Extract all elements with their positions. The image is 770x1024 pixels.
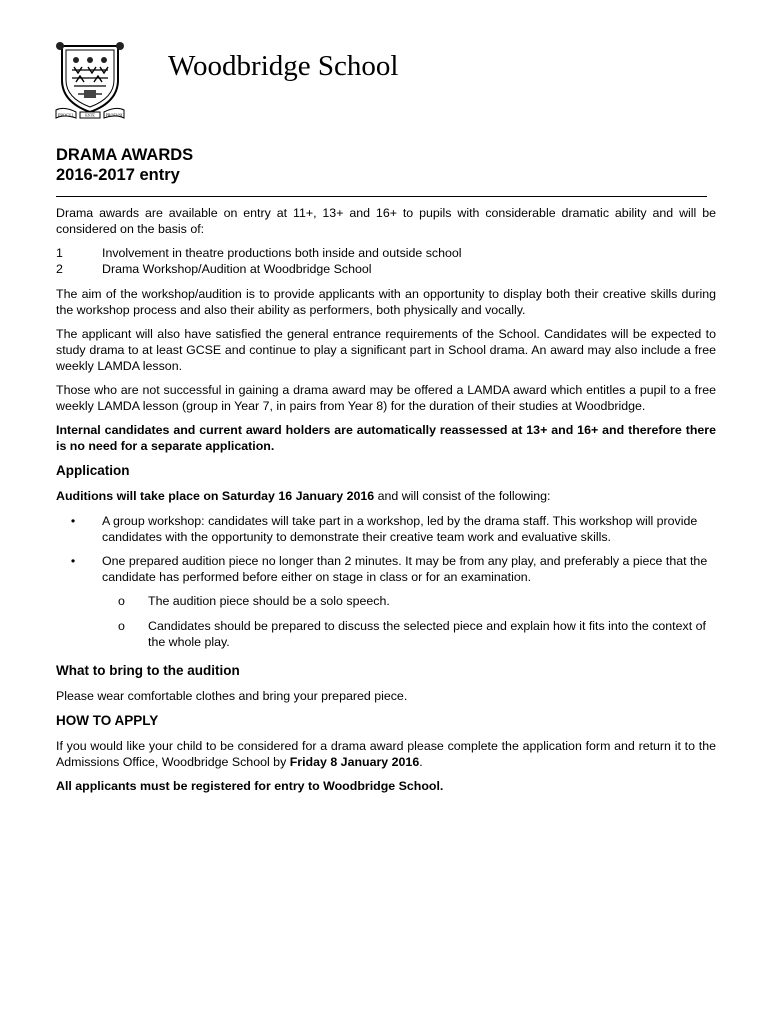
sub-bullet-icon: o: [118, 619, 125, 633]
school-name: Woodbridge School: [168, 50, 399, 82]
list-item: [56, 245, 716, 261]
intro-paragraph: Drama awards are available on entry at 11+, 13+ and 16+ to pupils with considerable dramatic ability and will be considered on the basis of:: [56, 206, 716, 236]
svg-text:PROCUL: PROCUL: [58, 112, 74, 118]
list-item: [56, 513, 716, 545]
application-heading: Application: [56, 463, 130, 478]
document-body: [56, 205, 716, 802]
list-item: [56, 261, 716, 277]
sub-bullet-icon: o: [118, 594, 125, 608]
audition-piece-sublist: [56, 593, 716, 650]
internal-candidates-note: Internal candidates and current award holders are automatically reassessed at 13+ and 16+ and therefore there is no need for a separate application.: [56, 423, 716, 453]
list-text: One prepared audition piece no longer than 2 minutes. It may be from any play, and preferably a piece that the candidate has performed before either on stage in class or for an examination.: [102, 554, 708, 584]
list-item: [56, 618, 716, 650]
list-text: Drama Workshop/Audition at Woodbridge School: [102, 262, 372, 276]
list-item: [56, 553, 716, 585]
auditions-date: Auditions will take place on Saturday 16 January 2016: [56, 489, 375, 503]
apply-text: If you would like your child to be considered for a drama award please complete the application form and return it to the Admissions Office, Woodbridge School by: [56, 739, 716, 769]
bullet-icon: •: [70, 554, 76, 568]
bring-heading: What to bring to the audition: [56, 663, 240, 678]
svg-text:PROFANI: PROFANI: [105, 112, 123, 118]
audition-components-list: [56, 513, 716, 585]
list-text: A group workshop: candidates will take part in a workshop, led by the drama staff. This workshop will provide candidates with the opportunity to demonstrate their creative team work and evaluative skills.: [102, 514, 698, 544]
bullet-icon: •: [70, 514, 76, 528]
school-crest-icon: [54, 40, 126, 120]
apply-paragraph: [56, 738, 716, 770]
title-divider: [56, 196, 707, 197]
page-title: DRAMA AWARDS: [56, 146, 194, 164]
apply-text-end: .: [419, 755, 423, 769]
list-text: The audition piece should be a solo speech.: [148, 594, 390, 608]
auditions-paragraph: [56, 488, 716, 504]
how-to-apply-heading: HOW TO APPLY: [56, 713, 159, 728]
auditions-rest: and will consist of the following:: [374, 489, 551, 503]
registration-note: All applicants must be registered for entry to Woodbridge School.: [56, 779, 444, 793]
list-text: Involvement in theatre productions both inside and outside school: [102, 246, 462, 260]
apply-deadline: Friday 8 January 2016: [289, 755, 420, 769]
entrance-paragraph: The applicant will also have satisfied the general entrance requirements of the School. Candidates will be expected to study drama to at least GCSE and continue to play a significant part in School drama. An award may also include a free weekly LAMDA lesson.: [56, 327, 716, 373]
page-subtitle: 2016-2017 entry: [56, 166, 180, 184]
list-number: 1: [56, 246, 63, 260]
svg-text:ESTE: ESTE: [85, 112, 95, 118]
basis-list: [56, 245, 716, 277]
list-number: 2: [56, 262, 63, 276]
aim-paragraph: The aim of the workshop/audition is to provide applicants with an opportunity to display both their creative skills during the workshop process and also their ability as performers, both physically and vocally.: [56, 287, 716, 317]
lamda-paragraph: Those who are not successful in gaining a drama award may be offered a LAMDA award which entitles a pupil to a free weekly LAMDA lesson (group in Year 7, in pairs from Year 8) for the duration of their studies at Woodbridge.: [56, 383, 716, 413]
list-item: [56, 593, 716, 609]
bring-paragraph: Please wear comfortable clothes and bring your prepared piece.: [56, 689, 408, 703]
list-text: Candidates should be prepared to discuss the selected piece and explain how it fits into the context of the whole play.: [148, 619, 706, 649]
